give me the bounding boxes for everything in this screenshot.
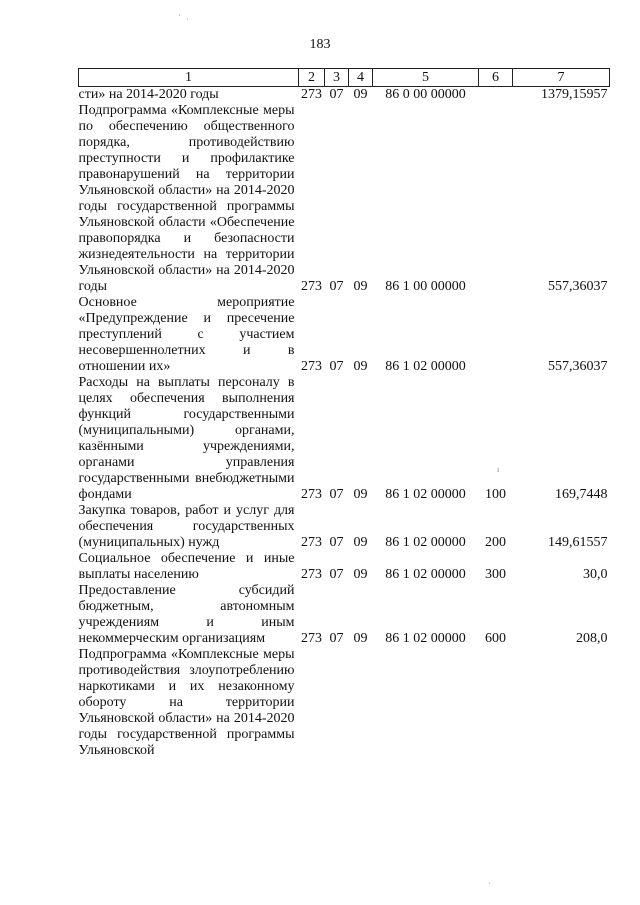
target-article-code: 86 1 02 00000 — [385, 631, 466, 646]
subsection-code: 09 — [353, 535, 368, 550]
section-code: 07 — [329, 487, 344, 502]
expense-type-code: 600 — [485, 631, 506, 646]
row-name: сти» на 2014-2020 годы — [78, 87, 219, 102]
subsection-code: 09 — [353, 567, 368, 582]
scan-speck: · — [186, 15, 189, 24]
expense-type-code — [479, 295, 513, 375]
ministry-code: 273 — [301, 279, 322, 294]
column-header: 5 — [373, 69, 479, 87]
table-row — [79, 551, 610, 583]
section-code: 07 — [329, 359, 344, 374]
row-name: Социальное обеспечение и иные выплаты населению — [78, 551, 295, 582]
row-name: Расходы на выплаты персоналу в целях обеспечения выполнения функций государственными (муниципальными) органами, казёнными учреждениями, органами управления государственными внебюджетными фондами — [78, 375, 295, 502]
ministry-code: 273 — [301, 487, 322, 502]
subsection-code: 09 — [353, 631, 368, 646]
subsection-code — [349, 647, 373, 759]
amount: 208,0 — [576, 631, 608, 646]
target-article-code: 86 1 02 00000 — [385, 487, 466, 502]
amount: 169,7448 — [555, 487, 608, 502]
subsection-code: 09 — [353, 487, 368, 502]
row-name: Закупка товаров, работ и услуг для обеспечения государственных (муниципальных) нужд — [78, 503, 295, 550]
column-header: 4 — [349, 69, 373, 87]
table-header-row — [79, 69, 610, 87]
amount: 1379,15957 — [541, 87, 608, 102]
expense-type-code: 100 — [485, 487, 506, 502]
expense-type-code: 200 — [485, 535, 506, 550]
column-header: 6 — [479, 69, 513, 87]
target-article-code — [373, 647, 479, 759]
scan-speck: ı — [497, 465, 500, 474]
expense-type-code — [479, 647, 513, 759]
column-header: 7 — [513, 69, 610, 87]
expense-type-code: 300 — [485, 567, 506, 582]
subsection-code: 09 — [353, 279, 368, 294]
section-code: 07 — [329, 631, 344, 646]
ministry-code: 273 — [301, 359, 322, 374]
section-code: 07 — [329, 279, 344, 294]
row-name: Основное мероприятие «Предупреждение и пресечение преступлений с участием несовершеннолетних и в отношении их» — [78, 295, 295, 374]
section-code: 07 — [329, 567, 344, 582]
expense-type-code — [479, 87, 513, 104]
scan-speck: · — [178, 11, 181, 20]
subsection-code: 09 — [353, 359, 368, 374]
target-article-code: 86 1 02 00000 — [385, 567, 466, 582]
row-name: Предоставление субсидий бюджетным, автономным учреждениям и иным некоммерческим организациям — [78, 583, 295, 646]
amount: 557,36037 — [548, 279, 608, 294]
column-header: 3 — [325, 69, 349, 87]
section-code: 07 — [329, 535, 344, 550]
column-header: 2 — [299, 69, 325, 87]
table-row — [79, 503, 610, 551]
row-name: Подпрограмма «Комплексные меры по обеспечению общественного порядка, противодействию преступности и профилактике правонарушений на территории Ульяновской области» на 2014-2020 годы государственной программы Ульяновской области «Обеспечение правопорядка и безопасности жизнедеятельности на территории Ульяновской области» на 2014-2020 годы — [78, 103, 295, 294]
ministry-code — [299, 647, 325, 759]
amount: 557,36037 — [548, 359, 608, 374]
ministry-code: 273 — [301, 535, 322, 550]
target-article-code: 86 1 00 00000 — [385, 279, 466, 294]
table-row — [79, 375, 610, 503]
table-row — [79, 295, 610, 375]
expense-type-code — [479, 103, 513, 295]
table-row — [79, 87, 610, 104]
table-row — [79, 647, 610, 759]
amount: 30,0 — [583, 567, 608, 582]
ministry-code: 273 — [301, 631, 322, 646]
ministry-code: 273 — [301, 567, 322, 582]
scan-speck: · — [488, 879, 491, 888]
table-row — [79, 103, 610, 295]
ministry-code: 273 — [301, 87, 322, 102]
section-code: 07 — [329, 87, 344, 102]
table-row — [79, 583, 610, 647]
section-code — [325, 647, 349, 759]
column-header: 1 — [79, 69, 299, 87]
budget-table — [78, 68, 610, 759]
page-number: 183 — [309, 37, 331, 52]
amount — [513, 647, 610, 759]
target-article-code: 86 1 02 00000 — [385, 359, 466, 374]
amount: 149,61557 — [548, 535, 608, 550]
row-name: Подпрограмма «Комплексные меры противодействия злоупотреблению наркотиками и их незаконному обороту на территории Ульяновской области» на 2014-2020 годы государственной программы Ульяновской — [78, 647, 295, 758]
target-article-code: 86 0 00 00000 — [385, 87, 466, 102]
target-article-code: 86 1 02 00000 — [385, 535, 466, 550]
subsection-code: 09 — [353, 87, 368, 102]
